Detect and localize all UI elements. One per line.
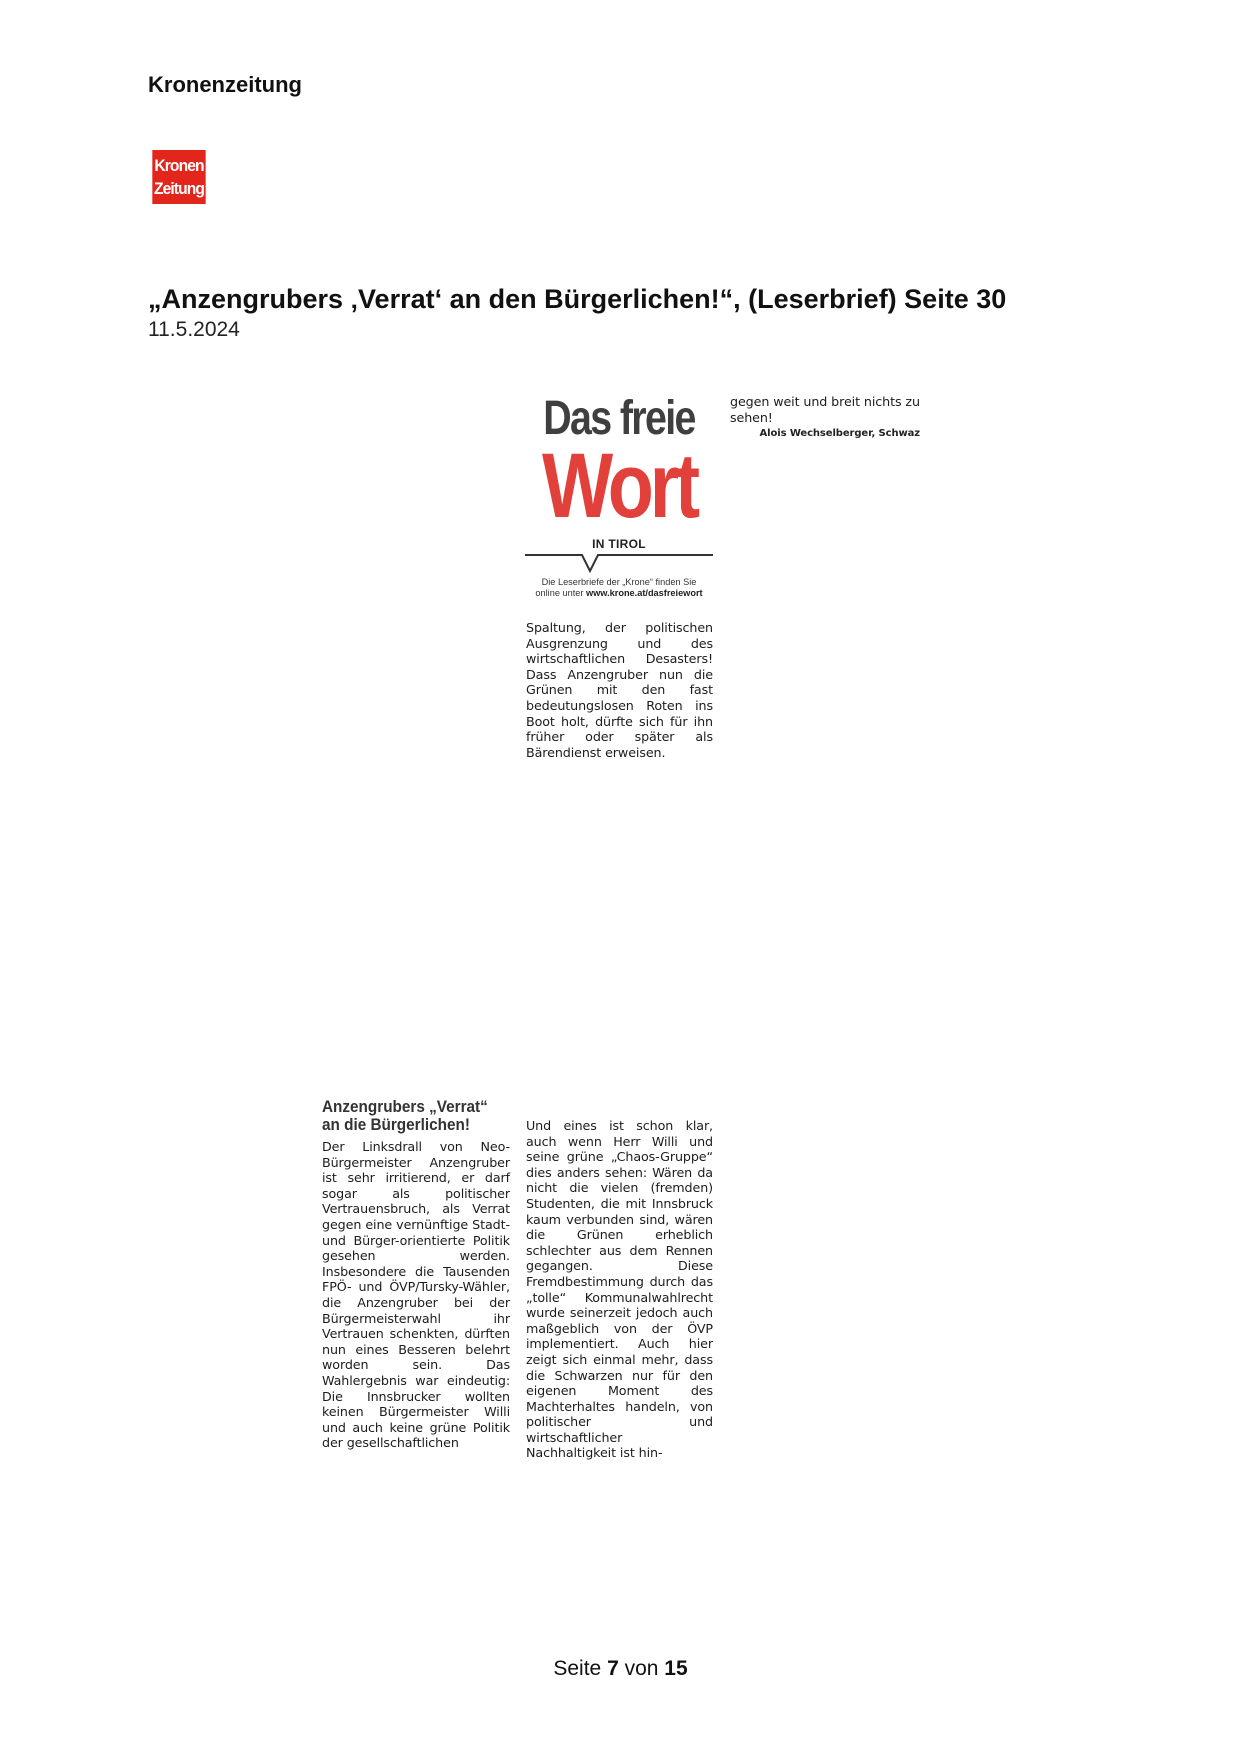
logo-line-2: Zeitung: [153, 179, 205, 198]
online-url[interactable]: www.krone.at/dasfreiewort: [586, 588, 703, 598]
letter-headline-line-2: an die Bürgerlichen!: [322, 1115, 470, 1134]
letter-headline-line-1: Anzengrubers „Verrat“: [322, 1097, 488, 1116]
letter-column-left: [322, 1139, 510, 1451]
logo-line-1: Kronen: [154, 156, 204, 175]
letter-signature: Alois Wechselberger, Schwaz: [759, 428, 920, 440]
letter-ending-text: gegen weit und breit nichts zu sehen!: [730, 394, 920, 425]
masthead-region: IN TIROL: [592, 537, 646, 551]
letter-headline: [322, 1098, 493, 1134]
masthead-line-2: Wort: [541, 435, 697, 537]
article-date: 11.5.2024: [148, 318, 240, 341]
source-name: Kronenzeitung: [148, 72, 302, 97]
page-middle: von: [618, 1657, 665, 1680]
letter-ending-top: [730, 394, 920, 442]
letter-column-right-text: Und eines ist schon klar, auch wenn Herr Willi und seine grüne „Chaos-Gruppe“ dies anders sehen: Wären da nicht die vielen (fremden) Studenten, die mit Innsbruck kaum verbunden sind, wären die Grünen erheblich schlechter aus dem Rennen gegangen. Diese Fremdbestimmung durch das „tolle“ Kommunalwahlrecht wurde seinerzeit jedoch auch maßgeblich von der ÖVP implementiert. Auch hier zeigt sich einmal mehr, dass die Schwarzen nur für den eigenen Moment des Machterhaltes handeln, von politischer und wirtschaftlicher Nachhaltigkeit ist hin-: [526, 1118, 713, 1461]
letter-continuation: [526, 620, 713, 760]
letter-column-right: [526, 1118, 713, 1461]
online-note-text: online unter: [535, 588, 586, 598]
letter-continuation-text: Spaltung, der politischen Ausgrenzung und des wirtschaftlichen Desasters! Dass Anzengruber nun die Grünen mit den fast bedeutungslosen Roten ins Boot holt, dürfte sich für ihn früher oder später als Bärendienst erweisen.: [526, 620, 713, 760]
online-note-line-1: Die Leserbriefe der „Krone“ finden Sie: [541, 577, 697, 587]
masthead: [524, 392, 714, 599]
page-total: 15: [664, 1657, 688, 1680]
letter-column-left-text: Der Linksdrall von Neo-Bürgermeister Anzengruber ist sehr irritierend, er darf sogar als politischer Vertrauensbruch, als Verrat gegen eine vernünftige Stadt- und Bürger-orientierte Politik gesehen werden. Insbesondere die Tausenden FPÖ- und ÖVP/Tursky-Wähler, die Anzengruber bei der Bürgermeisterwahl ihr Vertrauen schenkten, dürften nun eines Besseren belehrt worden sein. Das Wahlergebnis war eindeutig: Die Innsbrucker wollten keinen Bürgermeister Willi und auch keine grüne Politik der gesellschaftlichen: [322, 1139, 510, 1451]
page-number: [0, 1657, 1241, 1681]
online-note: [524, 577, 714, 599]
online-note-line-2: [524, 588, 714, 599]
kronen-zeitung-logo: [152, 150, 205, 204]
page-prefix: Seite: [553, 1657, 608, 1680]
speech-bubble-icon: [524, 553, 714, 573]
page-current: 7: [607, 1657, 619, 1680]
masthead-line-1: Das freie: [543, 392, 695, 445]
article-title: „Anzengrubers ‚Verrat‘ an den Bürgerlichen!“, (Leserbrief) Seite 30: [148, 284, 1007, 314]
